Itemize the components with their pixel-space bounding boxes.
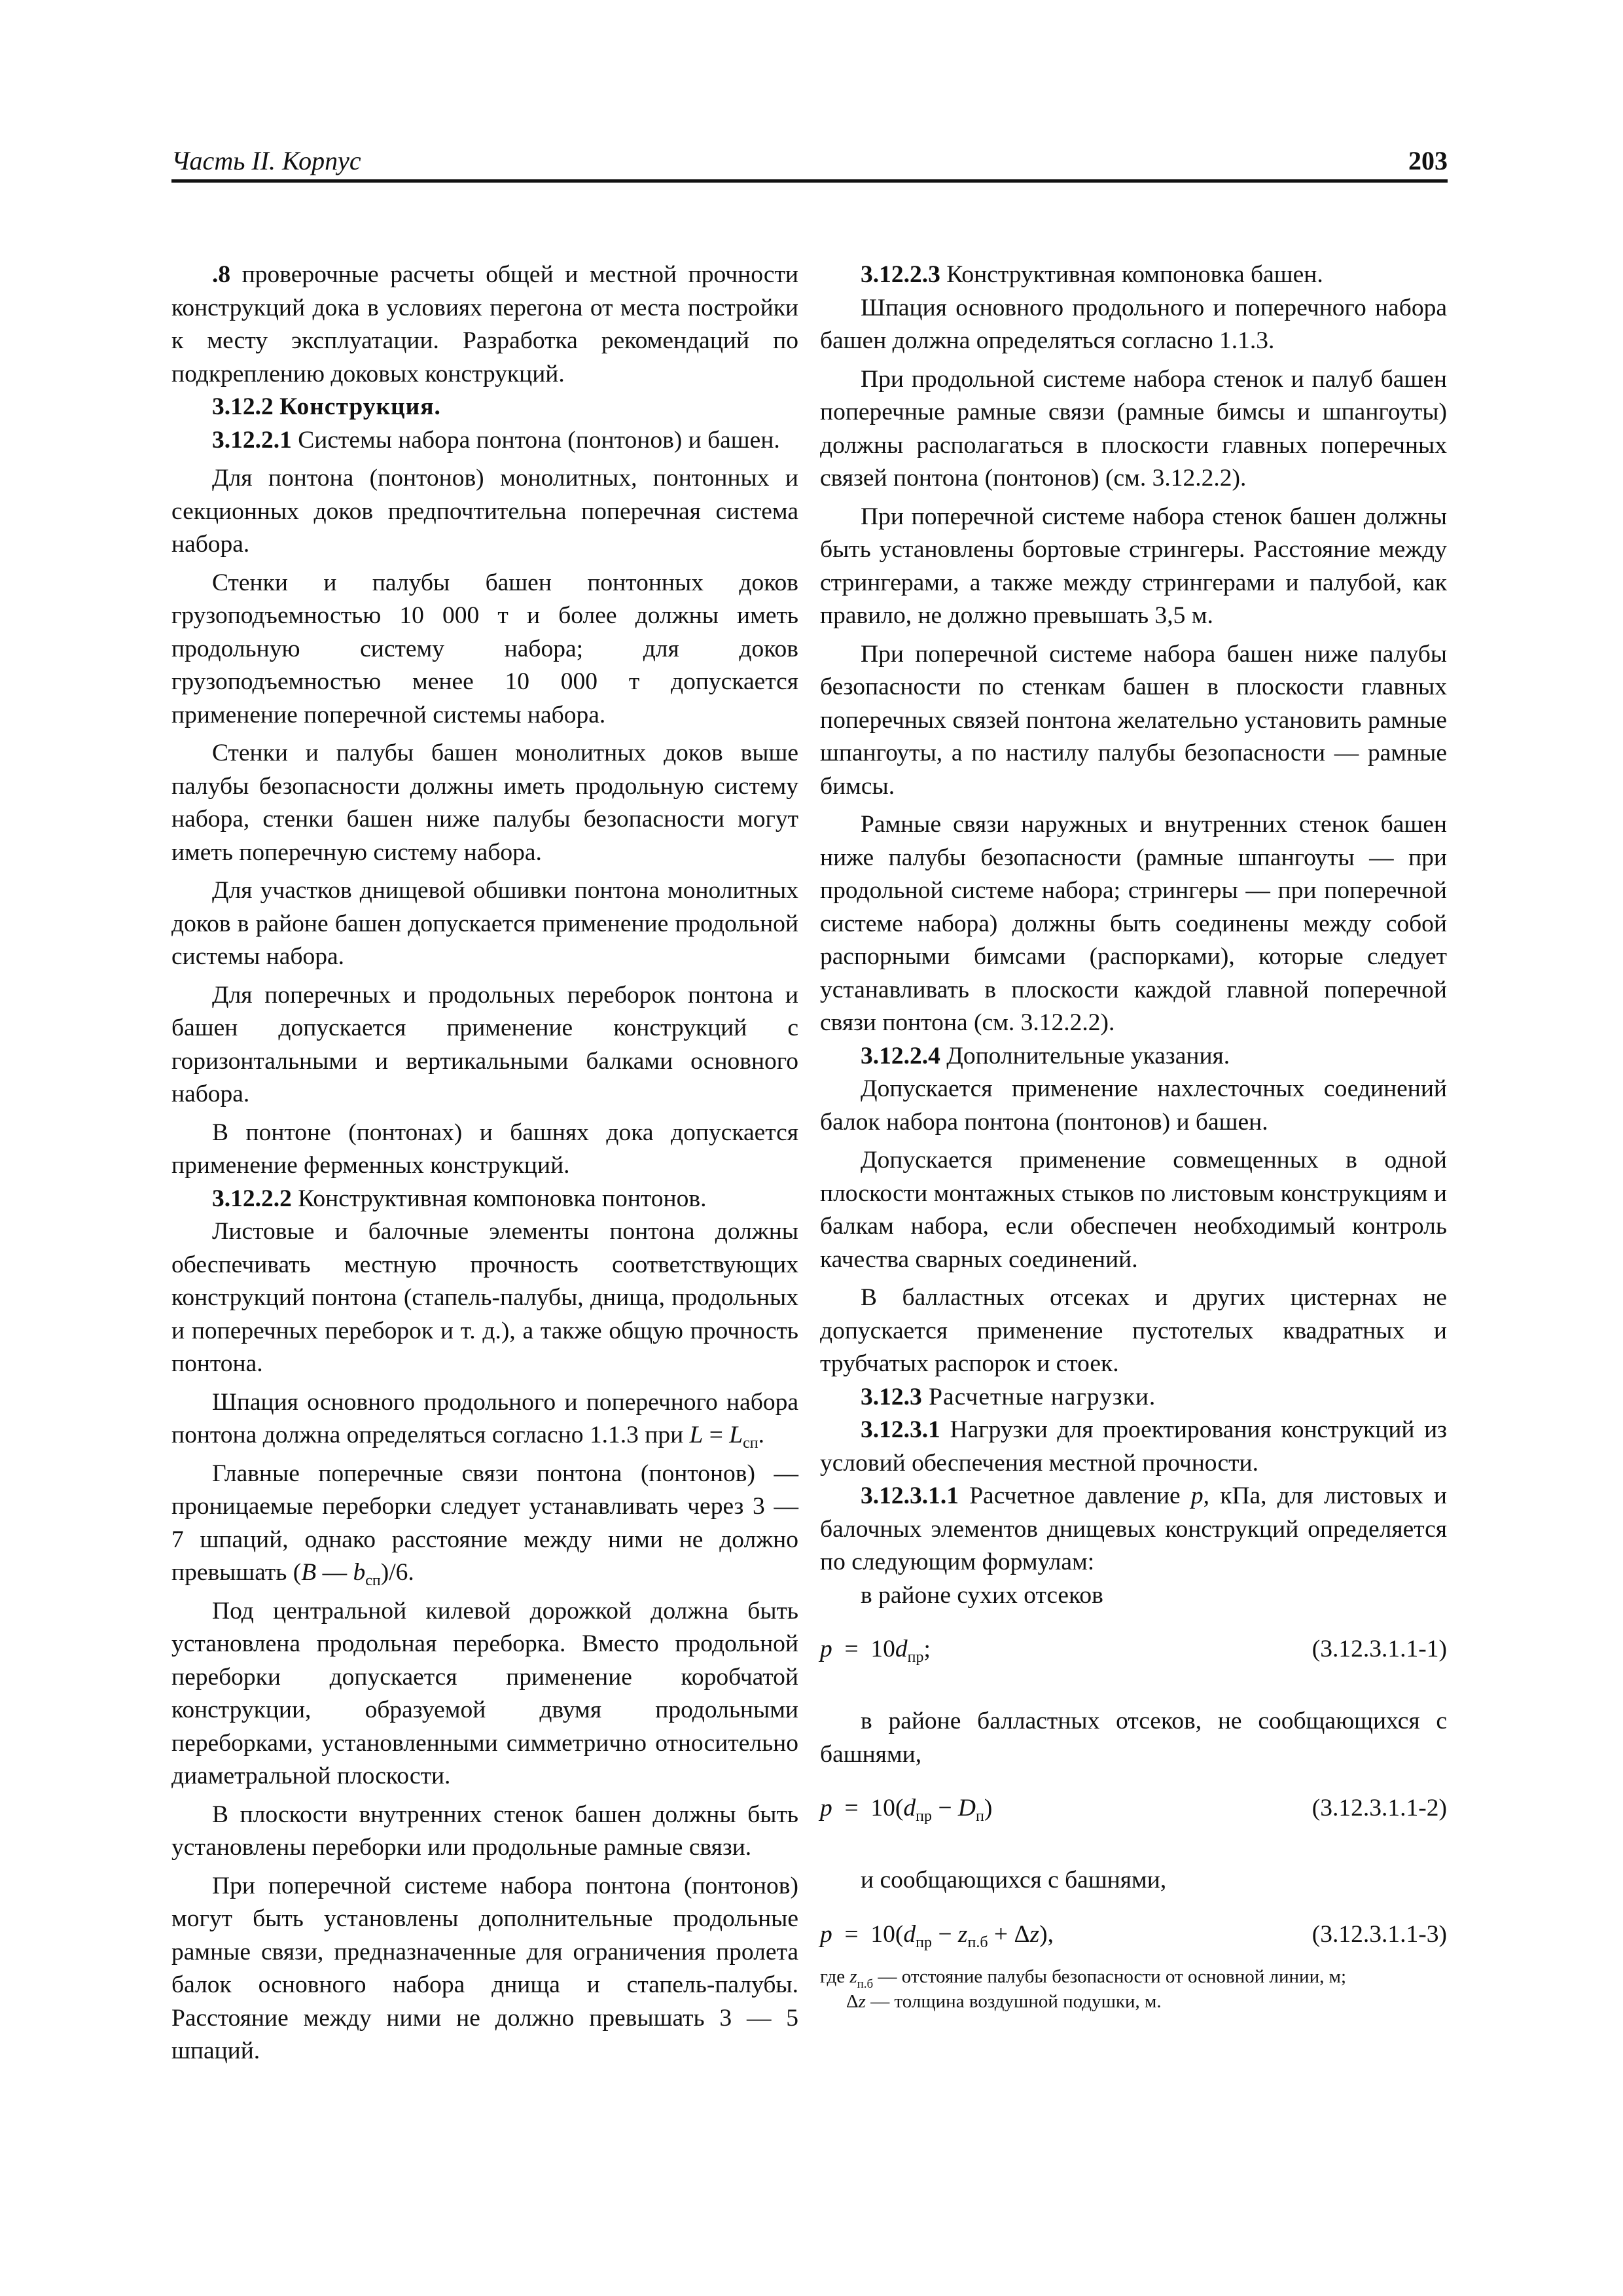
paragraph: При поперечной системе набора понтона (понтонов) могут быть установлены дополнительные продольные рамные связи, предназначенные для ограничения пролета балок основного набора днища и стапель-палубы. Расстояние между ними не должно превышать 3 — 5 шпаций. — [171, 1872, 798, 2064]
text-run: — толщина воздушной подушки, м. — [865, 1990, 1162, 2012]
math-symbol: D — [957, 1795, 976, 1821]
section-number: 3.12.2.3 — [861, 261, 940, 288]
subsection-heading-3-12-3-1-1 — [820, 1480, 1447, 1579]
text-run: где — [820, 1965, 850, 1987]
text-run: , кПа, для листовых и балочных элементов днищевых конструкций определяется по следующим формулам: — [820, 1482, 1448, 1575]
math-symbol: z — [849, 1965, 857, 1987]
legend-line — [820, 1964, 1447, 1989]
section-title: Системы набора понтона (понтонов) и башен. — [291, 426, 780, 454]
right-column — [820, 259, 1447, 2014]
formula-number: (3.12.3.1.1-3) — [1311, 1920, 1447, 1948]
header-title: Часть II. Корпус — [171, 146, 361, 175]
paragraph: При поперечной системе набора башен ниже палубы безопасности по стенкам башен в плоскости главных поперечных связей понтона желательно установить рамные шпангоуты, а по настилу палубы безопасности — рамные бимсы. — [820, 640, 1447, 800]
math-symbol: d — [903, 1795, 916, 1821]
math-symbol: p — [820, 1636, 832, 1662]
paragraph: Для понтона (понтонов) монолитных, понтонных и секционных доков предпочтительна поперечная система набора. — [171, 465, 798, 558]
paragraph: Для поперечных и продольных переборок понтона и башен допускается применение конструкций с горизонтальными и вертикальными балками основного набора. — [171, 981, 798, 1107]
math-subscript: п.б — [857, 1977, 874, 1991]
formula-number: (3.12.3.1.1-1) — [1311, 1636, 1447, 1662]
page-number: 203 — [1408, 146, 1448, 175]
paragraph: Рамные связи наружных и внутренних стенок башен ниже палубы безопасности (рамные шпангоуты — при продольной системе набора; стрингеры — при поперечной системе набора) должны быть соединены между собой распорными бимсами (распорками), которые следует устанавливать в плоскости каждой главной поперечной связи понтона (см. 3.12.2.2). — [820, 811, 1447, 1036]
section-number: 3.12.2.2 — [212, 1185, 292, 1212]
paragraph: Для участков днищевой обшивки понтона монолитных доков в районе башен допускается применение продольной системы набора. — [171, 877, 798, 970]
section-number: 3.12.3.1.1 — [861, 1482, 959, 1509]
paragraph: Шпация основного продольного и поперечного набора башен должна определяться согласно 1.1.3. — [820, 294, 1447, 354]
formula-expression — [820, 1633, 931, 1666]
section-number: 3.12.3 — [861, 1383, 922, 1410]
text-run: ), — [1039, 1920, 1054, 1948]
section-number: 3.12.3.1 — [861, 1416, 940, 1443]
section-title: Конструктивная компоновка понтонов. — [291, 1185, 707, 1212]
section-title: Конструкция. — [279, 393, 441, 420]
subsection-heading-3-12-2-1 — [171, 424, 798, 457]
formula-2 — [820, 1792, 1447, 1825]
section-title: Расчетные нагрузки. — [921, 1383, 1156, 1410]
text-run: + Δ — [988, 1920, 1030, 1948]
text-run: − — [931, 1920, 958, 1948]
paragraph: При продольной системе набора стенок и палуб башен поперечные рамные связи (рамные бимсы и шпангоуты) должны располагаться в плоскости главных поперечных связей понтона (понтонов) (см. 3.12.2.2). — [820, 365, 1447, 492]
math-subscript: пр — [907, 1649, 924, 1666]
text-run: ) — [984, 1795, 993, 1821]
paragraph-main-ties — [171, 1458, 798, 1590]
left-column — [171, 259, 798, 2068]
text-run: − — [931, 1795, 958, 1821]
math-symbol: z — [1029, 1920, 1040, 1948]
section-number: 3.12.2.4 — [861, 1042, 940, 1069]
item-number: .8 — [212, 261, 231, 288]
formula-number: (3.12.3.1.1-2) — [1311, 1795, 1447, 1821]
math-symbol: d — [895, 1636, 908, 1662]
math-symbol: L — [729, 1422, 743, 1448]
paragraph-text: проверочные расчеты общей и местной прочности конструкций дока в условиях перегона от места постройки к месту эксплуатации. Разработка рекомендаций по подкреплению доковых конструкций. — [171, 261, 798, 387]
paragraph: При поперечной системе набора стенок башен должны быть установлены бортовые стрингеры. Расстояние между стрингерами, а также между стрингерами и палубой, как правило, не должно превышать 3,5 м. — [820, 503, 1447, 629]
math-symbol: L — [689, 1422, 704, 1448]
text-run: — отстояние палубы безопасности от основной линии, м; — [873, 1965, 1346, 1987]
formula-1 — [820, 1633, 1447, 1666]
paragraph: Листовые и балочные элементы понтона должны обеспечивать местную прочность соответствующих конструкций понтона (стапель-палубы, днища, продольных и поперечных переборок и т. д.), а также общую прочность понтона. — [171, 1218, 798, 1377]
subsection-heading-3-12-2-4 — [820, 1040, 1447, 1073]
text-run: = 10( — [832, 1920, 904, 1948]
text-run: — — [316, 1559, 353, 1586]
math-subscript: сп — [743, 1435, 758, 1452]
legend-line — [820, 1989, 1447, 2014]
math-subscript: пр — [916, 1933, 932, 1951]
running-header — [171, 143, 1448, 183]
math-symbol: b — [353, 1559, 366, 1586]
formula-expression — [820, 1792, 992, 1825]
math-subscript: сп — [365, 1572, 381, 1589]
paragraph: В понтоне (понтонах) и башнях дока допускается применение ферменных конструкций. — [171, 1119, 798, 1179]
math-subscript: п.б — [967, 1933, 988, 1951]
paragraph: Стенки и палубы башен монолитных доков выше палубы безопасности должны иметь продольную систему набора, стенки башен ниже палубы безопасности могут иметь поперечную систему набора. — [171, 740, 798, 866]
text-run: )/6. — [380, 1559, 414, 1586]
math-symbol: B — [301, 1559, 317, 1586]
subsection-heading-3-12-3-1 — [820, 1414, 1447, 1480]
section-number: 3.12.2 — [212, 393, 274, 420]
subsection-heading-3-12-2-3 — [820, 259, 1447, 292]
paragraph: в районе балластных отсеков, не сообщающихся с башнями, — [820, 1708, 1447, 1768]
text-run: Шпация основного продольного и поперечного набора понтона должна определяться согласно 1.1.3 при — [171, 1388, 798, 1448]
section-title: Нагрузки для проектирования конструкций из условий обеспечения местной прочности. — [820, 1416, 1447, 1477]
paragraph: В балластных отсеках и других цистернах не допускается применение пустотелых квадратных и трубчатых распорок и стоек. — [820, 1284, 1447, 1377]
math-subscript: п — [975, 1808, 984, 1825]
math-symbol: d — [903, 1920, 916, 1948]
paragraph-item-8 — [171, 259, 798, 391]
text-run: = 10( — [832, 1795, 904, 1821]
paragraph-spacing — [171, 1386, 798, 1452]
formula-legend — [820, 1964, 1447, 2014]
text-run: . — [758, 1422, 765, 1448]
paragraph: в районе сухих отсеков — [861, 1581, 1103, 1609]
paragraph: Допускается применение нахлесточных соединений балок набора понтона (понтонов) и башен. — [820, 1075, 1447, 1136]
text-run: = — [703, 1422, 730, 1448]
math-symbol: z — [858, 1990, 866, 2012]
section-title: Дополнительные указания. — [940, 1042, 1230, 1069]
text-run: Расчетное давление — [959, 1482, 1191, 1509]
math-subscript: пр — [916, 1808, 932, 1825]
text-run: ; — [923, 1636, 931, 1662]
math-symbol: p — [820, 1795, 832, 1821]
paragraph: Стенки и палубы башен понтонных доков грузоподъемностью 10 000 т и более должны иметь продольную систему набора; для доков грузоподъемностью менее 10 000 т допускается применение поперечной системы набора. — [171, 569, 798, 728]
math-symbol: p — [820, 1920, 832, 1948]
section-title: Конструктивная компоновка башен. — [940, 261, 1323, 288]
paragraph: Под центральной килевой дорожкой должна быть установлена продольная переборка. Вместо продольной переборки допускается применение коробчатой конструкции, образуемой двумя продольными переборками, установленными симметрично относительно диаметральной плоскости. — [171, 1597, 798, 1789]
text-run: = 10 — [832, 1636, 895, 1662]
text-run: Главные поперечные связи понтона (понтонов) — проницаемые переборки следует устанавливать через 3 — 7 шпаций, однако расстояние между ними не должно превышать ( — [171, 1460, 798, 1586]
math-symbol: p — [1190, 1482, 1204, 1509]
paragraph: и сообщающихся с башнями, — [861, 1867, 1167, 1893]
paragraph: Допускается применение совмещенных в одной плоскости монтажных стыков по листовым конструкциям и балкам набора, если обеспечен необходимый контроль качества сварных соединений. — [820, 1147, 1447, 1273]
section-number: 3.12.2.1 — [212, 426, 292, 454]
text-run: Δ — [846, 1990, 859, 2012]
paragraph: В плоскости внутренних стенок башен должны быть установлены переборки или продольные рамные связи. — [171, 1801, 798, 1861]
section-heading-3-12-3 — [820, 1381, 1447, 1414]
subsection-heading-3-12-2-2 — [171, 1183, 798, 1216]
section-heading-3-12-2 — [171, 391, 798, 424]
math-symbol: z — [957, 1920, 968, 1948]
formula-expression — [820, 1918, 1054, 1952]
formula-3 — [820, 1918, 1447, 1951]
